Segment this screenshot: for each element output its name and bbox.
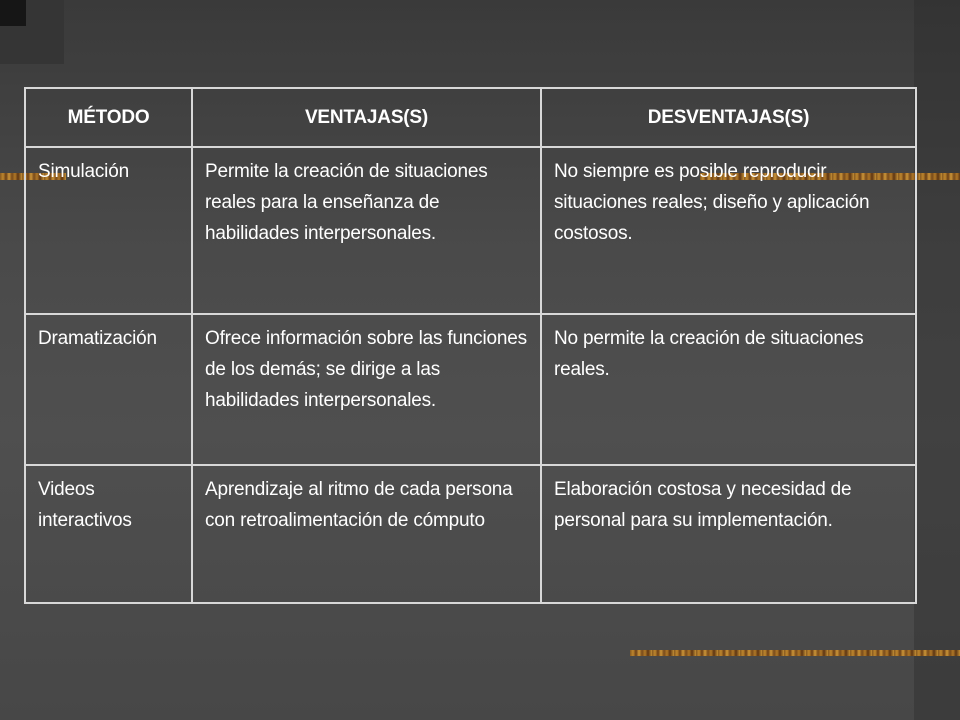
decorative-texture-bar-bottom xyxy=(630,650,960,656)
cell-metodo: Videos interactivos xyxy=(25,465,192,603)
cell-metodo: Dramatización xyxy=(25,314,192,465)
table-row xyxy=(25,147,916,314)
cell-metodo: Simulación xyxy=(25,147,192,314)
cell-ventajas: Aprendizaje al ritmo de cada persona con retroalimentación de cómputo xyxy=(192,465,541,603)
cell-desventajas: No siempre es posible reproducir situaciones reales; diseño y aplicación costosos. xyxy=(541,147,916,314)
table-header-row xyxy=(25,88,916,147)
cell-ventajas: Ofrece información sobre las funciones de los demás; se dirige a las habilidades interpersonales. xyxy=(192,314,541,465)
header-desventajas: DESVENTAJAS(S) xyxy=(541,88,916,147)
table-body xyxy=(25,147,916,603)
methods-comparison-table xyxy=(24,87,917,604)
cell-desventajas: No permite la creación de situaciones reales. xyxy=(541,314,916,465)
table-row xyxy=(25,465,916,603)
header-ventajas: VENTAJAS(S) xyxy=(192,88,541,147)
table-row xyxy=(25,314,916,465)
table-header xyxy=(25,88,916,147)
decorative-corner-square-dark xyxy=(0,0,26,26)
background-side-band xyxy=(914,0,960,720)
cell-desventajas: Elaboración costosa y necesidad de personal para su implementación. xyxy=(541,465,916,603)
header-metodo: MÉTODO xyxy=(25,88,192,147)
cell-ventajas: Permite la creación de situaciones reales para la enseñanza de habilidades interpersonales. xyxy=(192,147,541,314)
